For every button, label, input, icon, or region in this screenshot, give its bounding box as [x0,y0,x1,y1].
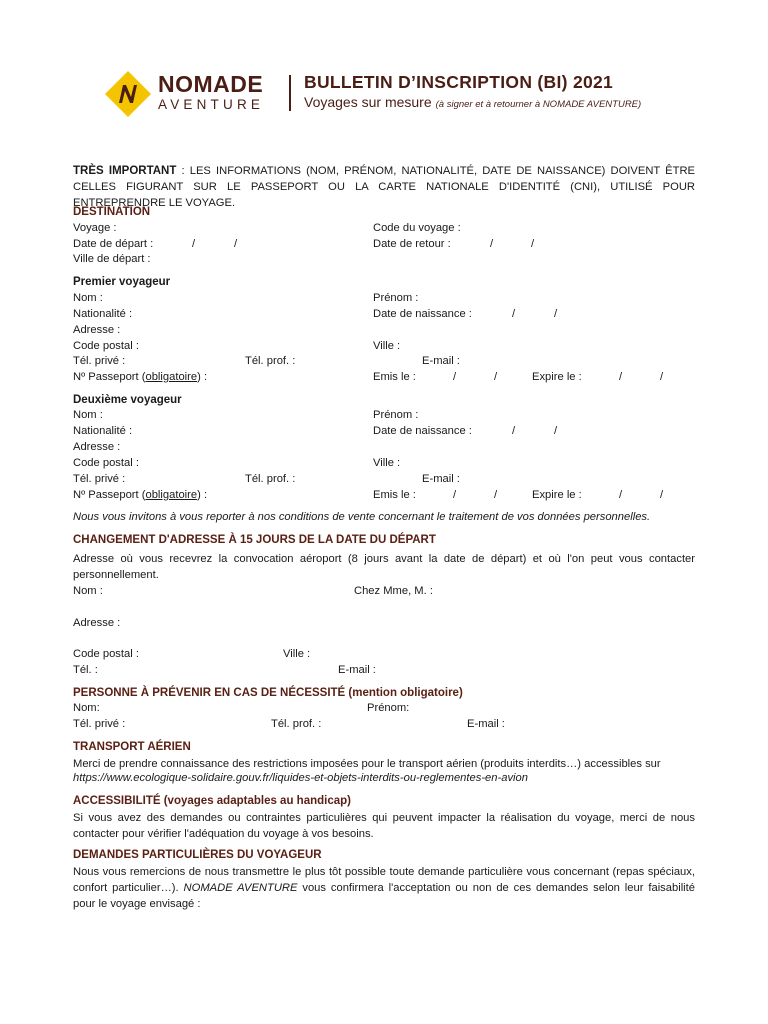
important-text: : LES INFORMATIONS (NOM, PRÉNOM, NATIONALITÉ, DATE DE NAISSANCE) DOIVENT ÊTRE CELLES FIGURANT SUR LE PASSEPORT OU LA CARTE NATIONALE D'IDENTITÉ (CNI), UTILISÉ POUR ENTREPRENDRE LE VOYAGE. [73,165,695,209]
date-separator: / [619,489,623,501]
ville-depart-label: Ville de départ : [73,253,151,265]
passeport-text: Nº Passeport ( [73,371,146,383]
date-separator: / [512,308,516,320]
date-separator: / [660,371,664,383]
emergency-nom-label: Nom: [73,702,100,714]
emergency-heading: PERSONNE À PRÉVENIR EN CAS DE NÉCESSITÉ (mention obligatoire) [73,687,463,699]
address-change-heading: CHANGEMENT D'ADRESSE À 15 JOURS DE LA DATE DU DÉPART [73,534,436,546]
traveler1-nationalite-label: Nationalité : [73,308,133,320]
date-separator: / [453,489,457,501]
date-separator: / [554,425,558,437]
requests-text-a: Nous vous remercions de nous transmettre le plus tôt possible toute demande particulière vous concernant (repas spéciaux, confort particulier…). [73,866,695,894]
traveler1-ville-label: Ville : [373,340,401,352]
requests-text-b: vous confirmera l'acceptation ou non de ces demandes selon leur faisabilité pour le voyage envisagé : [73,882,696,910]
date-separator: / [512,425,516,437]
traveler2-prenom-label: Prénom : [373,409,419,421]
requests-text [73,864,695,912]
address-cp-label: Code postal : [73,648,139,660]
date-depart-label: Date de départ : [73,238,154,250]
subtitle-text: Voyages sur mesure [304,94,432,110]
traveler2-passeport-label [73,489,207,502]
accessibility-text: Si vous avez des demandes ou contraintes particulières qui peuvent impacter la réalisation du voyage, merci de nous contacter pour vérifier l'adéquation du voyage à vos besoins. [73,812,695,840]
traveler2-naissance-label: Date de naissance : [373,425,472,437]
passeport-obligatoire: obligatoire [145,489,198,501]
air-url-link[interactable]: https://www.ecologique-solidaire.gouv.fr/liquides-et-objets-interdits-ou-reglementes-en-avion [73,772,528,784]
passeport-obligatoire: obligatoire [145,371,198,383]
address-chez-label: Chez Mme, M. : [354,585,433,597]
traveler1-tel-prof-label: Tél. prof. : [245,355,296,367]
voyage-label: Voyage : [73,222,117,234]
date-separator: / [490,238,494,250]
traveler2-tel-prof-label: Tél. prof. : [245,473,296,485]
address-change-text: Adresse où vous recevrez la convocation aéroport (8 jours avant la date de départ) et où l'on peut vous contacter personnellement. [73,553,695,581]
traveler2-tel-prive-label: Tél. privé : [73,473,126,485]
traveler1-adresse-label: Adresse : [73,324,121,336]
address-nom-label: Nom : [73,585,103,597]
traveler1-tel-prive-label: Tél. privé : [73,355,126,367]
date-separator: / [494,489,498,501]
logo-wordmark-bottom: AVENTURE [158,97,265,112]
passeport-text-end: ) : [197,371,208,383]
date-separator: / [453,371,457,383]
date-retour-label: Date de retour : [373,238,451,250]
important-label: TRÈS IMPORTANT [73,165,177,177]
traveler1-heading: Premier voyageur [73,276,171,288]
nomade-logo-icon [104,70,152,118]
accessibility-heading: ACCESSIBILITÉ (voyages adaptables au handicap) [73,795,351,807]
address-tel-label: Tél. : [73,664,98,676]
traveler2-email-label: E-mail : [422,473,460,485]
address-email-label: E-mail : [338,664,376,676]
privacy-note: Nous vous invitons à vous reporter à nos conditions de vente concernant le traitement de vos données personnelles. [73,511,651,523]
page-title: BULLETIN D’INSCRIPTION (BI) 2021 [304,72,614,92]
requests-heading: DEMANDES PARTICULIÈRES DU VOYAGEUR [73,849,322,861]
important-notice [73,163,695,211]
traveler1-nom-label: Nom : [73,292,103,304]
traveler1-cp-label: Code postal : [73,340,139,352]
date-separator: / [192,238,196,250]
air-text: Merci de prendre connaissance des restrictions imposées pour le transport aérien (produits interdits…) accessibles sur [73,758,661,770]
traveler2-heading: Deuxième voyageur [73,394,182,406]
traveler2-cp-label: Code postal : [73,457,139,469]
traveler1-prenom-label: Prénom : [373,292,419,304]
date-separator: / [619,371,623,383]
traveler2-nationalite-label: Nationalité : [73,425,133,437]
date-separator: / [660,489,664,501]
date-separator: / [234,238,238,250]
logo-wordmark-top: NOMADE [158,71,264,97]
emergency-tel-prof-label: Tél. prof. : [271,718,322,730]
traveler2-emis-label: Emis le : [373,489,416,501]
date-separator: / [531,238,535,250]
traveler1-passeport-label [73,371,207,384]
requests-brand: NOMADE AVENTURE [183,882,298,894]
traveler2-ville-label: Ville : [373,457,401,469]
emergency-email-label: E-mail : [467,718,505,730]
date-separator: / [494,371,498,383]
traveler1-email-label: E-mail : [422,355,460,367]
traveler2-nom-label: Nom : [73,409,103,421]
page-subtitle [304,94,641,110]
passeport-text: Nº Passeport ( [73,489,146,501]
traveler1-naissance-label: Date de naissance : [373,308,472,320]
code-voyage-label: Code du voyage : [373,222,461,234]
air-heading: TRANSPORT AÉRIEN [73,741,191,753]
traveler2-adresse-label: Adresse : [73,441,121,453]
emergency-tel-prive-label: Tél. privé : [73,718,126,730]
emergency-prenom-label: Prénom: [367,702,410,714]
subtitle-note: (à signer et à retourner à NOMADE AVENTURE) [435,99,642,110]
address-ville-label: Ville : [283,648,311,660]
traveler1-emis-label: Emis le : [373,371,416,383]
traveler2-expire-label: Expire le : [532,489,582,501]
passeport-text-end: ) : [197,489,208,501]
destination-heading: DESTINATION [73,206,151,218]
traveler1-expire-label: Expire le : [532,371,582,383]
address-adresse-label: Adresse : [73,617,121,629]
date-separator: / [554,308,558,320]
header-divider [289,75,291,111]
